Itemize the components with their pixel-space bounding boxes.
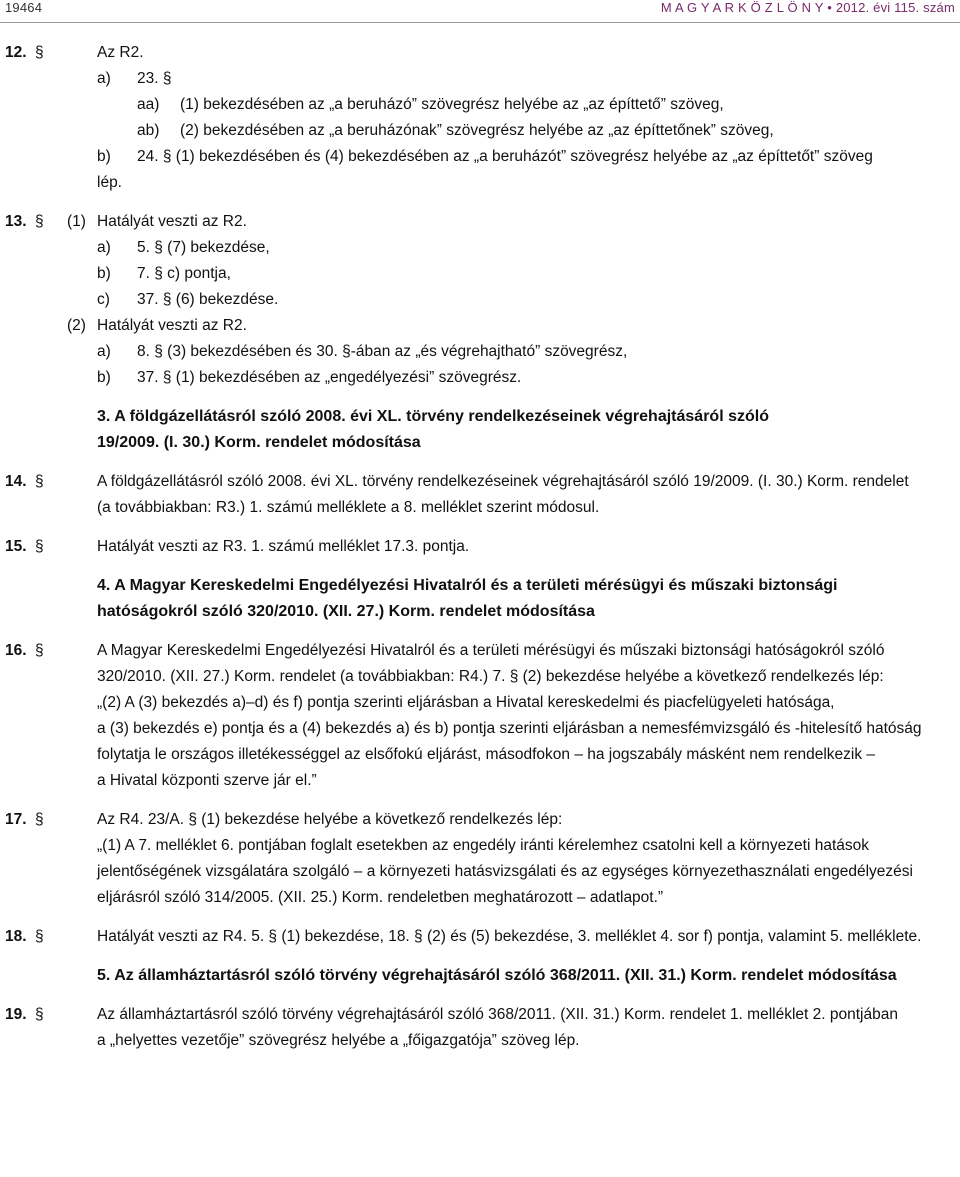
section-13 xyxy=(5,209,955,235)
section-text: eljárásról szóló 314/2005. (XII. 25.) Korm. rendeletben meghatározott – adatlapot.” xyxy=(97,889,664,906)
section-text: Hatályát veszti az R4. 5. § (1) bekezdése, 18. § (2) és (5) bekezdése, 3. melléklet 4. sor f) pontja, valamint 5. melléklete. xyxy=(97,928,922,945)
paragraph xyxy=(5,313,955,339)
section-number: 19. xyxy=(5,1006,27,1023)
page-number: 19464 xyxy=(5,0,43,15)
section-18 xyxy=(5,924,955,950)
section-12 xyxy=(5,40,955,66)
item-label: b) xyxy=(97,369,111,386)
section-text-line xyxy=(5,1028,955,1054)
list-item xyxy=(5,144,955,170)
section-symbol: § xyxy=(35,44,44,61)
item-text: 37. § (6) bekezdése. xyxy=(137,291,279,308)
section-text-line xyxy=(5,742,955,768)
item-label: a) xyxy=(97,70,111,87)
section-text: A földgázellátásról szóló 2008. évi XL. törvény rendelkezéseinek végrehajtásáról szóló 19/2009. (I. 30.) Korm. rendelet xyxy=(97,473,909,490)
section-symbol: § xyxy=(35,213,44,230)
section-text-line xyxy=(5,690,955,716)
list-item xyxy=(5,235,955,261)
paragraph-text: Hatályát veszti az R2. xyxy=(97,213,247,230)
item-text: (2) bekezdésében az „a beruházónak” szövegrész helyébe az „az építtetőnek” szöveg, xyxy=(180,122,774,139)
chapter-heading xyxy=(97,404,955,456)
section-text: 320/2010. (XII. 27.) Korm. rendelet (a továbbiakban: R4.) 7. § (2) bekezdése helyébe a következő rendelkezés lép: xyxy=(97,668,884,685)
section-17 xyxy=(5,807,955,833)
section-symbol: § xyxy=(35,642,44,659)
item-text: 23. § xyxy=(137,70,172,87)
section-number: 13. xyxy=(5,213,27,230)
section-text: Az államháztartásról szóló törvény végrehajtásáról szóló 368/2011. (XII. 31.) Korm. rendelet 1. melléklet 2. pontjában xyxy=(97,1006,898,1023)
item-text: lép. xyxy=(97,174,122,191)
item-label: aa) xyxy=(137,96,160,113)
journal-header: M A G Y A R K Ö Z L Ö N Y • 2012. évi 115. szám xyxy=(660,0,955,15)
section-symbol: § xyxy=(35,1006,44,1023)
section-number: 17. xyxy=(5,811,27,828)
section-text-line xyxy=(5,664,955,690)
heading-line: 19/2009. (I. 30.) Korm. rendelet módosítása xyxy=(97,434,421,451)
section-text: Hatályát veszti az R3. 1. számú melléklet 17.3. pontja. xyxy=(97,538,470,555)
item-text: 24. § (1) bekezdésében és (4) bekezdésében az „a beruházót” szövegrész helyébe az „az építtetőt” szöveg xyxy=(137,148,873,165)
section-14 xyxy=(5,469,955,495)
section-number: 14. xyxy=(5,473,27,490)
item-text: 37. § (1) bekezdésében az „engedélyezési” szövegrész. xyxy=(137,369,522,386)
section-text-line xyxy=(5,885,955,911)
item-label: b) xyxy=(97,148,111,165)
section-text: Az R4. 23/A. § (1) bekezdése helyébe a következő rendelkezés lép: xyxy=(97,811,563,828)
item-text: 7. § c) pontja, xyxy=(137,265,231,282)
section-16 xyxy=(5,638,955,664)
heading-line: 3. A földgázellátásról szóló 2008. évi XL. törvény rendelkezéseinek végrehajtásáról szóló xyxy=(97,408,769,425)
header-rule xyxy=(0,22,960,23)
list-item xyxy=(5,66,955,92)
list-item xyxy=(5,365,955,391)
section-text: jelentőségének vizsgálatára szolgáló – a környezeti hatásvizsgálati és az egységes környezethasználati engedélyezési xyxy=(97,863,913,880)
item-text: 5. § (7) bekezdése, xyxy=(137,239,270,256)
heading-line: hatóságokról szóló 320/2010. (XII. 27.) Korm. rendelet módosítása xyxy=(97,603,595,620)
section-text: „(2) A (3) bekezdés a)–d) és f) pontja szerinti eljárásban a Hivatal kereskedelmi és piacfelügyeleti hatósága, xyxy=(97,694,835,711)
section-text: a „helyettes vezetője” szövegrész helyébe a „főigazgatója” szöveg lép. xyxy=(97,1032,580,1049)
document-body xyxy=(5,40,955,1054)
section-text: „(1) A 7. melléklet 6. pontjában foglalt esetekben az engedély iránti kérelemhez csatolni kell a környezeti hatások xyxy=(97,837,869,854)
section-text-line xyxy=(5,768,955,794)
section-symbol: § xyxy=(35,473,44,490)
section-symbol: § xyxy=(35,538,44,555)
item-text: (1) bekezdésében az „a beruházó” szövegrész helyébe az „az építtető” szöveg, xyxy=(180,96,724,113)
item-text: 8. § (3) bekezdésében és 30. §-ában az „és végrehajtható” szövegrész, xyxy=(137,343,628,360)
section-number: 16. xyxy=(5,642,27,659)
list-item xyxy=(5,118,955,144)
section-text: (a továbbiakban: R3.) 1. számú melléklete a 8. melléklet szerint módosul. xyxy=(97,499,600,516)
section-number: 12. xyxy=(5,44,27,61)
heading-line: 5. Az államháztartásról szóló törvény végrehajtásáról szóló 368/2011. (XII. 31.) Korm. rendelet módosítása xyxy=(97,967,897,984)
item-label: a) xyxy=(97,343,111,360)
list-item-continuation xyxy=(5,170,955,196)
section-19 xyxy=(5,1002,955,1028)
section-number: 15. xyxy=(5,538,27,555)
paragraph-label: (1) xyxy=(67,213,86,230)
section-text: a (3) bekezdés e) pontja és a (4) bekezdés a) és b) pontja szerinti eljárásban a nemesfémvizsgáló és -hitelesítő hatóság xyxy=(97,720,922,737)
section-text-line xyxy=(5,833,955,859)
section-symbol: § xyxy=(35,811,44,828)
section-symbol: § xyxy=(35,928,44,945)
item-label: ab) xyxy=(137,122,160,139)
section-text: a Hivatal központi szerve jár el.” xyxy=(97,772,317,789)
item-label: c) xyxy=(97,291,110,308)
item-label: a) xyxy=(97,239,111,256)
chapter-heading xyxy=(97,573,955,625)
section-text: A Magyar Kereskedelmi Engedélyezési Hivatalról és a területi mérésügyi és műszaki biztonsági hatóságokról szóló xyxy=(97,642,885,659)
section-15 xyxy=(5,534,955,560)
list-item xyxy=(5,287,955,313)
paragraph-label: (2) xyxy=(67,317,86,334)
section-number: 18. xyxy=(5,928,27,945)
section-text-line xyxy=(5,495,955,521)
section-text-line xyxy=(5,859,955,885)
section-intro: Az R2. xyxy=(97,44,144,61)
list-item xyxy=(5,339,955,365)
chapter-heading xyxy=(97,963,955,989)
paragraph-text: Hatályát veszti az R2. xyxy=(97,317,247,334)
section-text: folytatja le országos illetékességgel az elsőfokú eljárást, másodfokon – ha jogszabály másként nem rendelkezik – xyxy=(97,746,876,763)
list-item xyxy=(5,261,955,287)
heading-line: 4. A Magyar Kereskedelmi Engedélyezési Hivatalról és a területi mérésügyi és műszaki biztonsági xyxy=(97,577,838,594)
section-text-line xyxy=(5,716,955,742)
list-item xyxy=(5,92,955,118)
item-label: b) xyxy=(97,265,111,282)
